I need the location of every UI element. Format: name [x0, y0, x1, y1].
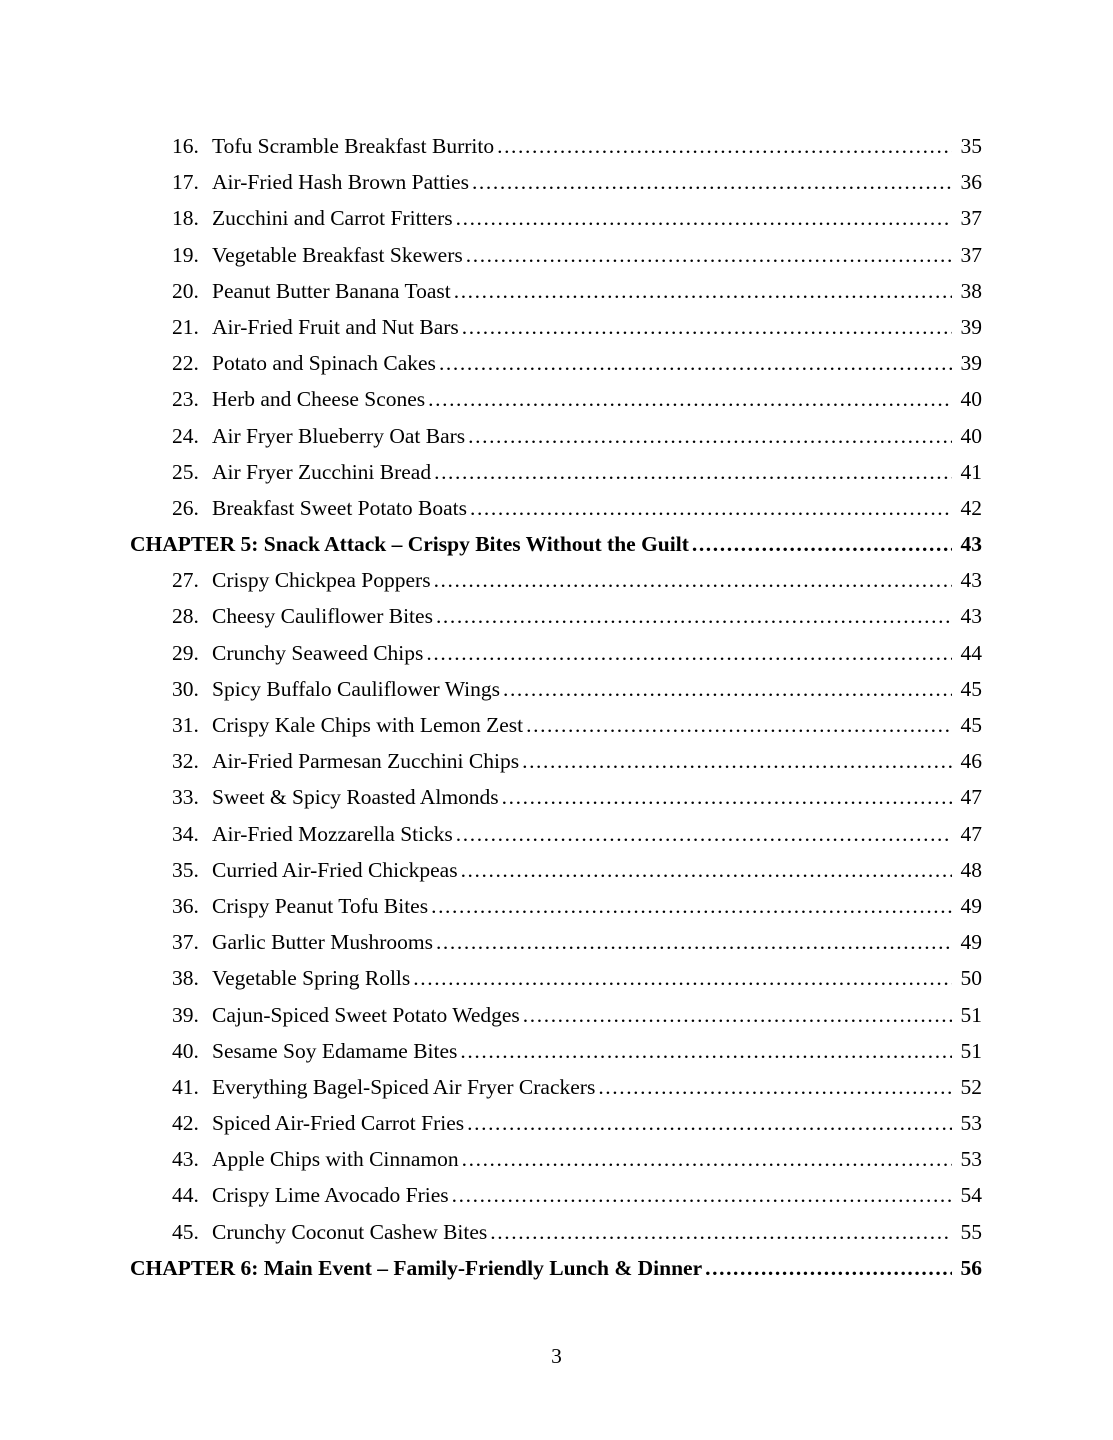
entry-title: Crunchy Seaweed Chips — [212, 640, 424, 665]
dot-leader — [466, 237, 952, 273]
page-ref: 49 — [960, 893, 982, 918]
toc-entry-row — [130, 924, 982, 960]
entry-title: Apple Chips with Cinnamon — [212, 1147, 459, 1172]
dot-leader — [461, 852, 952, 888]
dot-leader — [431, 888, 952, 924]
page-ref: 45 — [960, 676, 982, 701]
page-ref: 45 — [960, 713, 982, 737]
entry-title: Crispy Peanut Tofu Bites — [212, 893, 429, 918]
toc-chapter-row — [130, 526, 982, 562]
entry-title: Sweet & Spicy Roasted Almonds — [212, 785, 499, 810]
entry-number: 41. — [172, 1074, 199, 1099]
entry-title: Air Fryer Zucchini Bread — [212, 459, 432, 484]
entry-title: Everything Bagel-Spiced Air Fryer Crackers — [212, 1074, 596, 1099]
toc-entry-row — [130, 1177, 982, 1213]
page-ref: 41 — [960, 459, 982, 484]
toc-entry-row — [130, 490, 982, 526]
dot-leader — [462, 309, 952, 345]
page-ref: 43 — [960, 532, 982, 557]
toc-entry-row — [130, 997, 982, 1033]
dot-leader — [460, 1033, 952, 1069]
entry-number: 34. — [172, 821, 199, 846]
entry-number: 20. — [172, 278, 199, 303]
page-ref: 55 — [960, 1219, 982, 1244]
page-ref: 53 — [960, 1111, 982, 1136]
toc-entry-row — [130, 164, 982, 200]
dot-leader — [462, 1141, 952, 1177]
toc-entry-row — [130, 707, 982, 743]
page-ref: 40 — [960, 423, 982, 448]
page-ref: 39 — [960, 314, 982, 339]
toc-entry-row — [130, 1141, 982, 1177]
entry-title: Air-Fried Fruit and Nut Bars — [212, 314, 459, 339]
footer-page-number: 3 — [551, 1344, 562, 1368]
page-ref: 39 — [960, 351, 982, 376]
dot-leader — [705, 1250, 952, 1286]
dot-leader — [456, 816, 952, 852]
entry-number: 29. — [172, 640, 199, 665]
toc-entry-row — [130, 128, 982, 164]
entry-title: Spicy Buffalo Cauliflower Wings — [212, 676, 500, 701]
page-ref: 38 — [960, 278, 982, 303]
page-ref: 46 — [960, 749, 982, 774]
toc-entry-row — [130, 671, 982, 707]
entry-number: 42. — [172, 1111, 199, 1136]
toc-entry-row — [130, 635, 982, 671]
toc-entry-row — [130, 779, 982, 815]
dot-leader — [490, 1214, 952, 1250]
entry-title: Peanut Butter Banana Toast — [212, 278, 451, 303]
toc-entry-row — [130, 418, 982, 454]
dot-leader — [436, 924, 952, 960]
entry-title: Vegetable Breakfast Skewers — [212, 242, 463, 267]
toc-entry-row — [130, 852, 982, 888]
page-ref: 51 — [960, 1038, 982, 1063]
toc-entry-row — [130, 888, 982, 924]
page-ref: 37 — [960, 206, 982, 231]
entry-title: Potato and Spinach Cakes — [212, 351, 436, 376]
dot-leader — [439, 345, 952, 381]
page-ref: 56 — [960, 1255, 982, 1280]
toc-entry-row — [130, 1033, 982, 1069]
entry-title: Air-Fried Parmesan Zucchini Chips — [212, 749, 520, 774]
entry-title: Sesame Soy Edamame Bites — [212, 1038, 458, 1063]
dot-leader — [456, 200, 952, 236]
entry-number: 25. — [172, 459, 199, 484]
entry-number: 37. — [172, 930, 199, 955]
toc-entry-row — [130, 1214, 982, 1250]
entry-number: 23. — [172, 387, 199, 412]
entry-title: Curried Air-Fried Chickpeas — [212, 857, 458, 882]
entry-number: 33. — [172, 785, 199, 810]
dot-leader — [468, 418, 952, 454]
toc-entry-row — [130, 273, 982, 309]
dot-leader — [428, 381, 952, 417]
dot-leader — [436, 598, 952, 634]
page-ref: 54 — [960, 1183, 982, 1208]
dot-leader — [503, 671, 952, 707]
entry-number: 31. — [172, 713, 199, 737]
toc-entry-row — [130, 381, 982, 417]
entry-title: Garlic Butter Mushrooms — [212, 930, 433, 955]
entry-title: Spiced Air-Fried Carrot Fries — [212, 1111, 465, 1136]
entry-number: 24. — [172, 423, 199, 448]
entry-title: Air-Fried Mozzarella Sticks — [212, 821, 453, 846]
entry-number: 32. — [172, 749, 199, 774]
toc-entry-row — [130, 1105, 982, 1141]
entry-title: Breakfast Sweet Potato Boats — [212, 495, 467, 520]
entry-number: 45. — [172, 1219, 199, 1244]
entry-number: 19. — [172, 242, 199, 267]
page-ref: 47 — [960, 821, 982, 846]
entry-number: 39. — [172, 1002, 199, 1027]
page-ref: 47 — [960, 785, 982, 810]
toc-entry-row — [130, 816, 982, 852]
entry-number: 16. — [172, 134, 199, 158]
toc-chapter-row — [130, 1250, 982, 1286]
toc-entry-row — [130, 562, 982, 598]
page-ref: 52 — [960, 1074, 982, 1099]
entry-title: Crispy Chickpea Poppers — [212, 568, 431, 593]
dot-leader — [497, 128, 952, 164]
dot-leader — [522, 743, 952, 779]
dot-leader — [452, 1177, 952, 1213]
page-ref: 44 — [960, 640, 982, 665]
page-ref: 43 — [960, 604, 982, 629]
page-ref: 43 — [960, 568, 982, 593]
dot-leader — [434, 454, 952, 490]
entry-number: 21. — [172, 314, 199, 339]
page-ref: 48 — [960, 857, 982, 882]
entry-title: Cheesy Cauliflower Bites — [212, 604, 433, 629]
dot-leader — [454, 273, 952, 309]
entry-number: 38. — [172, 966, 199, 991]
entry-number: 17. — [172, 170, 199, 195]
dot-leader — [426, 635, 952, 671]
toc-entry-row — [130, 200, 982, 236]
page-ref: 37 — [960, 242, 982, 267]
page-ref: 53 — [960, 1147, 982, 1172]
toc-entry-row — [130, 598, 982, 634]
entry-number: 36. — [172, 893, 199, 918]
toc-entry-row — [130, 743, 982, 779]
dot-leader — [413, 960, 952, 996]
entry-number: 44. — [172, 1183, 199, 1208]
toc-entry-row — [130, 1069, 982, 1105]
entry-title: Crunchy Coconut Cashew Bites — [212, 1219, 488, 1244]
page-ref: 40 — [960, 387, 982, 412]
toc-list — [130, 128, 982, 1286]
dot-leader — [692, 526, 952, 562]
dot-leader — [526, 707, 952, 743]
entry-number: 27. — [172, 568, 199, 593]
entry-title: Air Fryer Blueberry Oat Bars — [212, 423, 466, 448]
entry-title: Cajun-Spiced Sweet Potato Wedges — [212, 1002, 520, 1027]
page-ref: 50 — [960, 966, 982, 991]
page-ref: 35 — [960, 134, 982, 158]
entry-number: 22. — [172, 351, 199, 376]
page-ref: 49 — [960, 930, 982, 955]
chapter-title: CHAPTER 6: Main Event – Family-Friendly Lunch & Dinner — [130, 1255, 703, 1280]
toc-entry-row — [130, 237, 982, 273]
entry-title: Crispy Lime Avocado Fries — [212, 1183, 449, 1208]
entry-number: 35. — [172, 857, 199, 882]
dot-leader — [470, 490, 952, 526]
toc-entry-row — [130, 309, 982, 345]
entry-title: Tofu Scramble Breakfast Burrito — [212, 134, 495, 158]
entry-title: Vegetable Spring Rolls — [212, 966, 411, 991]
page-ref: 51 — [960, 1002, 982, 1027]
dot-leader — [434, 562, 952, 598]
dot-leader — [467, 1105, 952, 1141]
entry-number: 43. — [172, 1147, 199, 1172]
toc-entry-row — [130, 960, 982, 996]
dot-leader — [502, 779, 952, 815]
entry-number: 26. — [172, 495, 199, 520]
entry-title: Herb and Cheese Scones — [212, 387, 426, 412]
entry-number: 40. — [172, 1038, 199, 1063]
entry-number: 18. — [172, 206, 199, 231]
page-ref: 42 — [960, 495, 982, 520]
dot-leader — [598, 1069, 952, 1105]
entry-number: 28. — [172, 604, 199, 629]
entry-title: Air-Fried Hash Brown Patties — [212, 170, 469, 195]
dot-leader — [523, 997, 952, 1033]
chapter-title: CHAPTER 5: Snack Attack – Crispy Bites Without the Guilt — [130, 532, 689, 557]
entry-title: Zucchini and Carrot Fritters — [212, 206, 453, 231]
dot-leader — [472, 164, 952, 200]
toc-entry-row — [130, 345, 982, 381]
toc-entry-row — [130, 454, 982, 490]
page-ref: 36 — [960, 170, 982, 195]
entry-title: Crispy Kale Chips with Lemon Zest — [212, 713, 524, 737]
entry-number: 30. — [172, 676, 199, 701]
